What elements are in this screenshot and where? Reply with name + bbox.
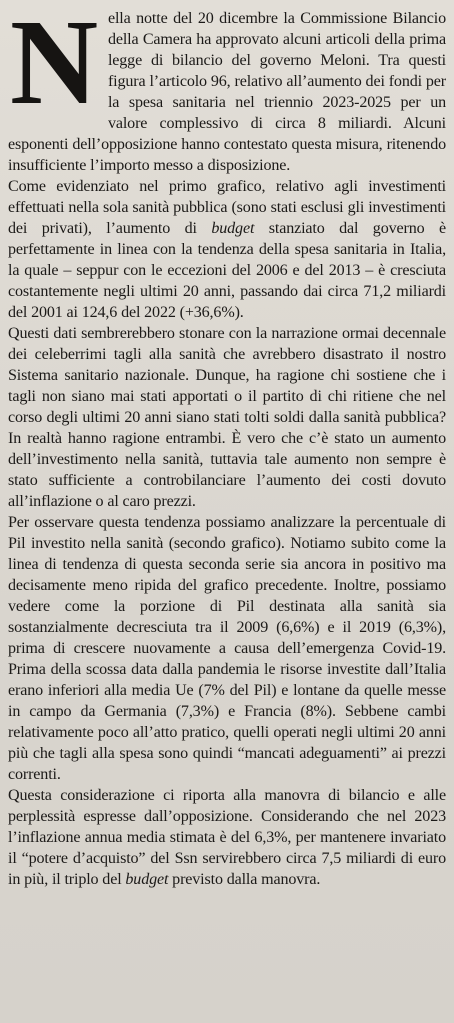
paragraph-2-budget-italic: budget	[211, 220, 255, 237]
paragraph-3: Questi dati sembrerebbero stonare con la narrazione ormai decennale dei celeberrimi tagli alla sanità che avrebbero disastrato il nostro Sistema sanitario nazionale. Dunque, ha ragione chi sostiene che i tagli non siano mai stati apportati o il partito di chi ritiene che nel corso degli ultimi 20 anni siano stati tolti soldi dalla sanità pubblica? In realtà hanno ragione entrambi. È vero che c’è stato un aumento dell’investimento nella sanità, tuttavia tale aumento non sempre è stato sufficiente a controbilanciare l’aumento dei costi dovuto all’inflazione o al caro prezzi.	[8, 325, 446, 510]
paragraph-1	[8, 0, 446, 176]
paragraph-2	[8, 176, 446, 323]
drop-cap: N	[10, 0, 98, 130]
paragraph-1-text: ella notte del 20 dicembre la Commissione Bilancio della Camera ha approvato alcuni articoli della prima legge di bilancio del governo Meloni. Tra questi figura l’articolo 96, relativo all’aumento dei fondi per la spesa sanitaria nel triennio 2023-2025 per un valore complessivo di circa 8 miliardi. Alcuni esponenti dell’opposizione hanno contestato questa misura, ritenendo insufficiente l’importo messo a disposizione.	[8, 10, 446, 174]
paragraph-5-text-a: Questa considerazione ci riporta alla manovra di bilancio e alle perplessità espresse dall’opposizione. Considerando che nel 2023 l’inflazione annua media stimata è del 6,3%, per mantenere invariato il “potere d’acquisto” del Ssn servirebbero circa 7,5 miliardi di euro in più, il triplo del	[8, 787, 446, 888]
paragraph-5	[8, 785, 446, 890]
paragraph-5-text-b: previsto dalla manovra.	[168, 871, 321, 888]
article-body	[8, 0, 446, 890]
paragraph-5-budget-italic: budget	[125, 871, 169, 888]
paragraph-4: Per osservare questa tendenza possiamo analizzare la percentuale di Pil investito nella sanità (secondo grafico). Notiamo subito come la linea di tendenza di questa seconda serie sia ancora in positivo ma decisamente meno ripida del grafico precedente. Inoltre, possiamo vedere come la porzione di Pil destinata alla sanità sia sostanzialmente decresciuta tra il 2009 (6,6%) e il 2019 (6,3%), prima di crescere nuovamente a causa dell’emergenza Covid-19. Prima della scossa data dalla pandemia le risorse investite dall’Italia erano inferiori alla media Ue (7% del Pil) e lontane da quelle messe in campo da Germania (7,3%) e Francia (8%). Sebbene cambi relativamente poco all’atto pratico, quelli operati negli ultimi 20 anni più che tagli alla spesa sono quindi “mancati adeguamenti” ai prezzi correnti.	[8, 514, 446, 783]
paragraph-2-text-a: Come evidenziato nel primo grafico, relativo agli investimenti effettuati nella sola sanità pubblica (sono stati esclusi gli investimenti dei privati), l’aumento di	[8, 178, 446, 237]
paragraph-2-text-b: stanziato dal governo è perfettamente in linea con la tendenza della spesa sanitaria in Italia, la quale – seppur con le eccezioni del 2006 e del 2013 – è cresciuta costantemente negli ultimi 20 anni, passando dai circa 71,2 miliardi del 2001 ai 124,6 del 2022 (+36,6%).	[8, 220, 446, 321]
